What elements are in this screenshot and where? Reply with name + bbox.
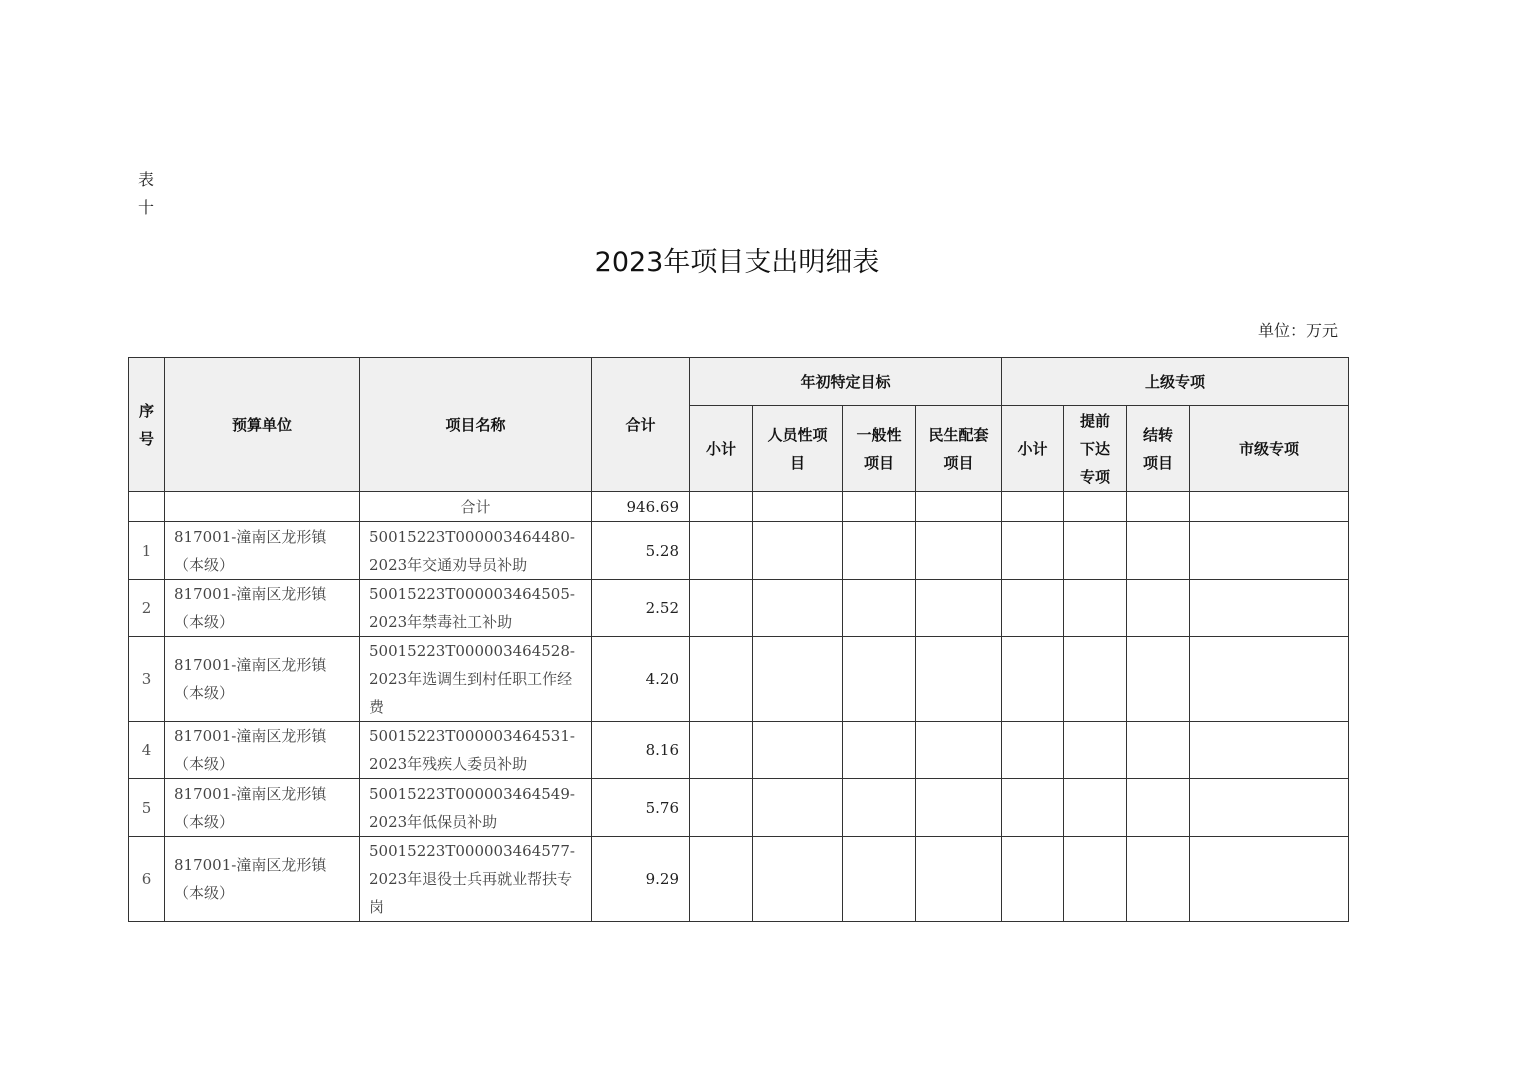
empty-cell — [129, 492, 165, 522]
empty-cell — [1190, 492, 1349, 522]
header-seq: 序号 — [129, 358, 165, 492]
table-row — [129, 522, 1349, 580]
empty-cell — [916, 522, 1002, 580]
empty-cell — [753, 722, 843, 779]
empty-cell — [843, 837, 916, 922]
empty-cell — [1064, 580, 1127, 637]
empty-cell — [1190, 779, 1349, 837]
header-unit-name: 预算单位 — [165, 358, 360, 492]
empty-cell — [690, 522, 753, 580]
empty-cell — [1002, 580, 1064, 637]
header-total: 合计 — [592, 358, 690, 492]
empty-cell — [1064, 779, 1127, 837]
empty-cell — [1002, 492, 1064, 522]
row-project: 50015223T000003464531-2023年残疾人委员补助 — [360, 722, 592, 779]
empty-cell — [1064, 837, 1127, 922]
empty-cell — [690, 837, 753, 922]
empty-cell — [753, 522, 843, 580]
row-project: 50015223T000003464505-2023年禁毒社工补助 — [360, 580, 592, 637]
empty-cell — [843, 580, 916, 637]
row-unit: 817001-潼南区龙形镇（本级） — [165, 837, 360, 922]
empty-cell — [1002, 837, 1064, 922]
empty-cell — [843, 492, 916, 522]
empty-cell — [916, 580, 1002, 637]
header-upper-subtotal: 小计 — [1002, 406, 1064, 492]
row-project: 50015223T000003464577-2023年退役士兵再就业帮扶专岗 — [360, 837, 592, 922]
header-livelihood: 民生配套项目 — [916, 406, 1002, 492]
empty-cell — [1190, 837, 1349, 922]
empty-cell — [1127, 637, 1190, 722]
empty-cell — [1127, 837, 1190, 922]
row-seq: 4 — [129, 722, 165, 779]
row-total: 2.52 — [592, 580, 690, 637]
row-unit: 817001-潼南区龙形镇（本级） — [165, 580, 360, 637]
empty-cell — [843, 522, 916, 580]
empty-cell — [916, 722, 1002, 779]
empty-cell — [1064, 492, 1127, 522]
total-row-value: 946.69 — [592, 492, 690, 522]
table-row — [129, 837, 1349, 922]
empty-cell — [1002, 522, 1064, 580]
total-row-label: 合计 — [360, 492, 592, 522]
header-personnel: 人员性项目 — [753, 406, 843, 492]
empty-cell — [1002, 779, 1064, 837]
table-row — [129, 580, 1349, 637]
row-unit: 817001-潼南区龙形镇（本级） — [165, 722, 360, 779]
table-row — [129, 722, 1349, 779]
table-row — [129, 637, 1349, 722]
row-unit: 817001-潼南区龙形镇（本级） — [165, 637, 360, 722]
empty-cell — [1190, 722, 1349, 779]
row-project: 50015223T000003464528-2023年选调生到村任职工作经费 — [360, 637, 592, 722]
empty-cell — [843, 779, 916, 837]
row-total: 5.76 — [592, 779, 690, 837]
empty-cell — [690, 580, 753, 637]
unit-label: 单位：万元 — [1257, 321, 1338, 340]
project-expenditure-table — [128, 357, 1349, 922]
empty-cell — [1190, 580, 1349, 637]
row-seq: 6 — [129, 837, 165, 922]
page-title: 2023年项目支出明细表 — [594, 247, 880, 278]
row-project: 50015223T000003464549-2023年低保员补助 — [360, 779, 592, 837]
row-seq: 1 — [129, 522, 165, 580]
empty-cell — [1064, 722, 1127, 779]
empty-cell — [916, 779, 1002, 837]
empty-cell — [1190, 522, 1349, 580]
empty-cell — [1064, 637, 1127, 722]
header-subtotal: 小计 — [690, 406, 753, 492]
header-group-upper-special: 上级专项 — [1002, 358, 1349, 406]
total-row — [129, 492, 1349, 522]
header-carryover: 结转项目 — [1127, 406, 1190, 492]
empty-cell — [916, 837, 1002, 922]
empty-cell — [753, 837, 843, 922]
empty-cell — [753, 580, 843, 637]
empty-cell — [165, 492, 360, 522]
row-total: 8.16 — [592, 722, 690, 779]
empty-cell — [690, 779, 753, 837]
table-row — [129, 779, 1349, 837]
empty-cell — [843, 637, 916, 722]
table-number-label: 表十 — [138, 170, 155, 217]
empty-cell — [1064, 522, 1127, 580]
row-seq: 3 — [129, 637, 165, 722]
row-seq: 2 — [129, 580, 165, 637]
empty-cell — [1127, 522, 1190, 580]
empty-cell — [843, 722, 916, 779]
empty-cell — [1127, 779, 1190, 837]
header-city: 市级专项 — [1190, 406, 1349, 492]
empty-cell — [690, 722, 753, 779]
empty-cell — [690, 492, 753, 522]
empty-cell — [753, 637, 843, 722]
row-unit: 817001-潼南区龙形镇（本级） — [165, 779, 360, 837]
row-unit: 817001-潼南区龙形镇（本级） — [165, 522, 360, 580]
header-project-name: 项目名称 — [360, 358, 592, 492]
header-advance: 提前下达专项 — [1064, 406, 1127, 492]
empty-cell — [1190, 637, 1349, 722]
empty-cell — [753, 492, 843, 522]
row-total: 4.20 — [592, 637, 690, 722]
empty-cell — [916, 637, 1002, 722]
empty-cell — [916, 492, 1002, 522]
empty-cell — [1127, 722, 1190, 779]
empty-cell — [1002, 722, 1064, 779]
empty-cell — [1002, 637, 1064, 722]
header-group-early-targets: 年初特定目标 — [690, 358, 1002, 406]
empty-cell — [1127, 492, 1190, 522]
empty-cell — [690, 637, 753, 722]
row-total: 9.29 — [592, 837, 690, 922]
empty-cell — [1127, 580, 1190, 637]
empty-cell — [753, 779, 843, 837]
row-seq: 5 — [129, 779, 165, 837]
row-project: 50015223T000003464480-2023年交通劝导员补助 — [360, 522, 592, 580]
row-total: 5.28 — [592, 522, 690, 580]
header-general: 一般性项目 — [843, 406, 916, 492]
